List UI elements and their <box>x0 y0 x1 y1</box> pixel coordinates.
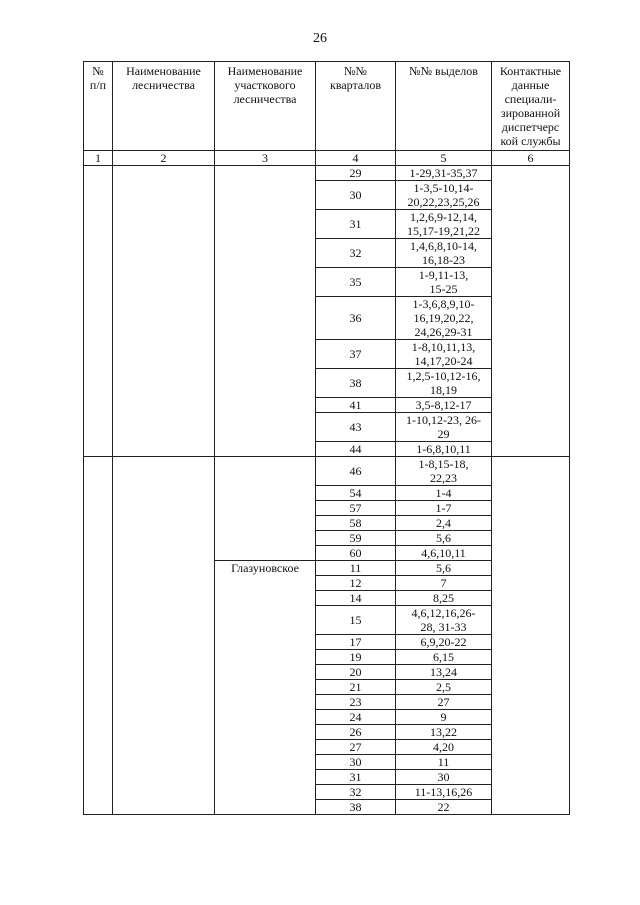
quarter-number: 43 <box>316 413 396 442</box>
quarter-number: 58 <box>316 516 396 531</box>
quarter-number: 23 <box>316 695 396 710</box>
forestry-cell <box>113 457 215 815</box>
forestry-table <box>83 61 570 815</box>
header-contacts: Контактные данные специали- зированной диспетчерс кой службы <box>492 62 570 151</box>
plot-numbers: 1-8,15-18, 22,23 <box>396 457 492 486</box>
district-forestry-cell <box>215 457 316 561</box>
plot-numbers: 30 <box>396 770 492 785</box>
plot-numbers: 3,5-8,12-17 <box>396 398 492 413</box>
plot-numbers: 1-6,8,10,11 <box>396 442 492 457</box>
plot-numbers: 1,4,6,8,10-14, 16,18-23 <box>396 239 492 268</box>
quarter-number: 44 <box>316 442 396 457</box>
quarter-number: 32 <box>316 785 396 800</box>
quarter-number: 21 <box>316 680 396 695</box>
plot-numbers: 13,22 <box>396 725 492 740</box>
quarter-number: 41 <box>316 398 396 413</box>
table-body <box>84 151 570 815</box>
column-number-row <box>84 151 570 166</box>
quarter-number: 38 <box>316 369 396 398</box>
plot-numbers: 9 <box>396 710 492 725</box>
plot-numbers: 1-3,6,8,9,10- 16,19,20,22, 24,26,29-31 <box>396 297 492 340</box>
quarter-number: 26 <box>316 725 396 740</box>
quarter-number: 14 <box>316 591 396 606</box>
plot-numbers: 5,6 <box>396 561 492 576</box>
plot-numbers: 6,9,20-22 <box>396 635 492 650</box>
plot-numbers: 13,24 <box>396 665 492 680</box>
plot-numbers: 6,15 <box>396 650 492 665</box>
quarter-number: 11 <box>316 561 396 576</box>
plot-numbers: 11-13,16,26 <box>396 785 492 800</box>
quarter-number: 38 <box>316 800 396 815</box>
quarter-number: 30 <box>316 181 396 210</box>
quarter-number: 36 <box>316 297 396 340</box>
quarter-number: 17 <box>316 635 396 650</box>
quarter-number: 31 <box>316 770 396 785</box>
plot-numbers: 1,2,6,9-12,14, 15,17-19,21,22 <box>396 210 492 239</box>
page-number: 26 <box>313 31 327 46</box>
column-number: 1 <box>84 151 113 166</box>
quarter-number: 32 <box>316 239 396 268</box>
plot-numbers: 11 <box>396 755 492 770</box>
row-number-cell <box>84 457 113 815</box>
quarter-number: 60 <box>316 546 396 561</box>
quarter-number: 46 <box>316 457 396 486</box>
plot-numbers: 1-8,10,11,13, 14,17,20-24 <box>396 340 492 369</box>
quarter-number: 20 <box>316 665 396 680</box>
quarter-number: 57 <box>316 501 396 516</box>
quarter-number: 24 <box>316 710 396 725</box>
plot-numbers: 1-29,31-35,37 <box>396 166 492 181</box>
plot-numbers: 1-4 <box>396 486 492 501</box>
column-number: 5 <box>396 151 492 166</box>
column-number: 4 <box>316 151 396 166</box>
plot-numbers: 4,6,12,16,26- 28, 31-33 <box>396 606 492 635</box>
plot-numbers: 4,6,10,11 <box>396 546 492 561</box>
quarter-number: 31 <box>316 210 396 239</box>
table-row <box>84 166 570 181</box>
header-plots: №№ выделов <box>396 62 492 151</box>
quarter-number: 30 <box>316 755 396 770</box>
quarter-number: 54 <box>316 486 396 501</box>
column-number: 3 <box>215 151 316 166</box>
plot-numbers: 5,6 <box>396 531 492 546</box>
quarter-number: 29 <box>316 166 396 181</box>
row-number-cell <box>84 166 113 457</box>
plot-numbers: 1-7 <box>396 501 492 516</box>
contacts-cell <box>492 166 570 457</box>
header-forestry: Наименование лесничества <box>113 62 215 151</box>
header-quarters: №№ кварталов <box>316 62 396 151</box>
district-forestry-cell: Глазуновское <box>215 561 316 815</box>
header-number: № п/п <box>84 62 113 151</box>
column-number: 2 <box>113 151 215 166</box>
header-district-forestry: Наименование участкового лесничества <box>215 62 316 151</box>
quarter-number: 35 <box>316 268 396 297</box>
quarter-number: 12 <box>316 576 396 591</box>
plot-numbers: 1-9,11-13, 15-25 <box>396 268 492 297</box>
header-row <box>84 62 570 151</box>
quarter-number: 15 <box>316 606 396 635</box>
plot-numbers: 7 <box>396 576 492 591</box>
plot-numbers: 8,25 <box>396 591 492 606</box>
plot-numbers: 2,5 <box>396 680 492 695</box>
quarter-number: 19 <box>316 650 396 665</box>
plot-numbers: 1,2,5-10,12-16, 18,19 <box>396 369 492 398</box>
column-number: 6 <box>492 151 570 166</box>
district-forestry-cell <box>215 166 316 457</box>
plot-numbers: 1-10,12-23, 26- 29 <box>396 413 492 442</box>
quarter-number: 37 <box>316 340 396 369</box>
plot-numbers: 4,20 <box>396 740 492 755</box>
quarter-number: 27 <box>316 740 396 755</box>
plot-numbers: 2,4 <box>396 516 492 531</box>
plot-numbers: 1-3,5-10,14- 20,22,23,25,26 <box>396 181 492 210</box>
forestry-cell <box>113 166 215 457</box>
quarter-number: 59 <box>316 531 396 546</box>
contacts-cell <box>492 457 570 815</box>
plot-numbers: 27 <box>396 695 492 710</box>
table-row <box>84 457 570 486</box>
plot-numbers: 22 <box>396 800 492 815</box>
